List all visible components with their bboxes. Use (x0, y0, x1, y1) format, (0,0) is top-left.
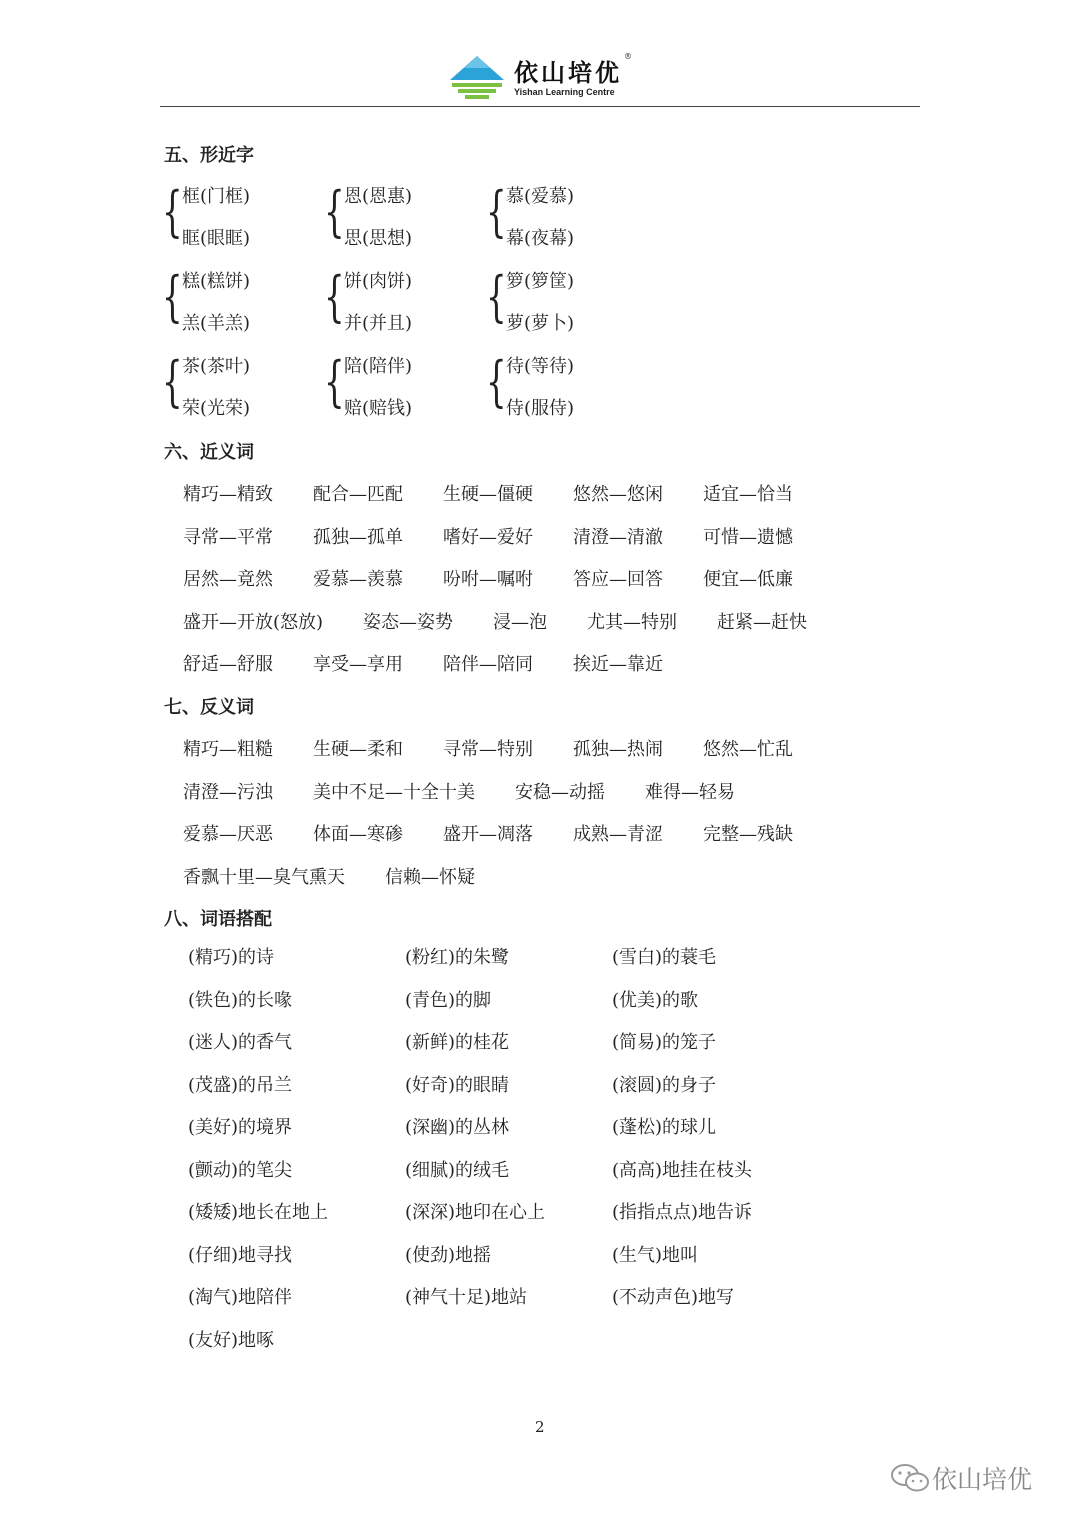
word-pair: 孤独—热闹 (573, 739, 663, 760)
word-pair: 盛开—凋落 (443, 824, 533, 845)
word-pair: 生硬—柔和 (313, 739, 403, 760)
logo-chinese-name: 依山培优 (514, 59, 622, 87)
word-pair: 陪伴—陪同 (443, 654, 533, 675)
word-pair: 难得—轻易 (645, 781, 735, 803)
word-pair: 寻常—特别 (443, 739, 533, 760)
word-pair: 成熟—青涩 (573, 824, 663, 845)
pair-word: 框(门框) (182, 186, 251, 207)
word-pair: 可惜—遗憾 (703, 526, 793, 548)
pair-word: 箩(箩筐) (506, 271, 575, 292)
section7-title: 七、反义词 (164, 697, 254, 718)
collocation-item: (新鲜)的桂花 (405, 1032, 510, 1053)
pair-word: 恩(恩惠) (344, 186, 413, 207)
collocation-item: (精巧)的诗 (188, 947, 275, 968)
word-pair: 姿态—姿势 (363, 611, 454, 633)
pair-word: 萝(萝卜) (506, 313, 575, 334)
similar-char-pair (162, 348, 312, 418)
word-pair: 安稳—动摇 (515, 781, 605, 803)
collocation-item: (好奇)的眼睛 (405, 1074, 510, 1096)
collocation-item: (淘气)地陪伴 (188, 1287, 293, 1308)
brace-icon: { (486, 265, 507, 328)
watermark-text: 依山培优 (932, 1465, 1033, 1494)
collocation-item: (细腻)的绒毛 (405, 1159, 510, 1181)
word-pair: 盛开—开放(怒放) (183, 611, 324, 633)
similar-char-pair (324, 263, 474, 333)
similar-char-pair (486, 178, 636, 248)
word-pair: 生硬—僵硬 (443, 484, 533, 505)
word-pair: 吩咐—嘱咐 (443, 569, 533, 590)
brace-icon: { (486, 180, 507, 243)
word-pair: 孤独—孤单 (313, 526, 403, 548)
brace-icon: { (162, 180, 183, 243)
watermark (890, 1460, 1032, 1496)
collocation-item: (滚圆)的身子 (612, 1074, 717, 1096)
pair-word: 眶(眼眶) (182, 228, 251, 249)
section6-title: 六、近义词 (164, 442, 254, 463)
collocation-item: (美好)的境界 (188, 1117, 293, 1138)
brace-icon: { (324, 180, 345, 243)
pair-word: 陪(陪伴) (344, 356, 413, 377)
word-pair: 享受—享用 (313, 654, 403, 675)
collocation-item: (深深)地印在心上 (405, 1202, 546, 1223)
word-pair: 体面—寒碜 (313, 824, 403, 845)
word-row (183, 863, 475, 889)
pair-word: 并(并且) (344, 313, 413, 334)
page-number: 2 (535, 1418, 545, 1436)
section8-title: 八、词语搭配 (164, 909, 272, 930)
similar-char-pair (324, 178, 474, 248)
word-pair: 悠然—悠闲 (573, 484, 663, 505)
word-row (183, 565, 793, 591)
word-pair: 信赖—怀疑 (385, 866, 475, 888)
word-pair: 嗜好—爱好 (443, 526, 533, 548)
collocation-item: (迷人)的香气 (188, 1032, 293, 1053)
brace-icon: { (162, 265, 183, 328)
word-pair: 尤其—特别 (587, 611, 678, 633)
word-pair: 寻常—平常 (183, 526, 273, 548)
word-pair: 清澄—污浊 (183, 781, 273, 803)
collocation-item: (高高)地挂在枝头 (612, 1159, 753, 1181)
similar-char-pair (486, 263, 636, 333)
collocation-item: (生气)地叫 (612, 1244, 699, 1266)
similar-char-pair (324, 348, 474, 418)
collocation-item: (使劲)地摇 (405, 1244, 492, 1266)
word-pair: 爱慕—羡慕 (313, 569, 403, 590)
collocation-item: (神气十足)地站 (405, 1287, 528, 1308)
word-pair: 赶紧—赶快 (717, 611, 808, 633)
word-row (183, 778, 735, 804)
pair-word: 茶(茶叶) (182, 356, 251, 377)
brace-icon: { (162, 350, 183, 413)
pair-word: 荣(光荣) (182, 398, 251, 419)
collocation-item: (颤动)的笔尖 (188, 1159, 293, 1181)
word-pair: 悠然—忙乱 (703, 739, 793, 760)
word-row (183, 523, 793, 549)
word-pair: 清澄—清澈 (573, 526, 663, 548)
word-pair: 答应—回答 (573, 569, 663, 590)
section5-title: 五、形近字 (164, 145, 254, 166)
word-pair: 居然—竟然 (183, 569, 273, 590)
collocation-item: (蓬松)的球儿 (612, 1117, 717, 1138)
collocation-item: (雪白)的蓑毛 (612, 947, 717, 968)
logo-mountain-icon (448, 52, 506, 104)
pair-word: 待(等待) (506, 356, 575, 377)
word-pair: 舒适—舒服 (183, 654, 273, 675)
collocation-item: (粉红)的朱鹭 (405, 947, 510, 968)
brace-icon: { (486, 350, 507, 413)
word-pair: 香飘十里—臭气熏天 (183, 866, 345, 888)
collocation-item: (指指点点)地告诉 (612, 1202, 753, 1223)
collocation-item: (简易)的笼子 (612, 1032, 717, 1053)
similar-char-pair (486, 348, 636, 418)
word-pair: 精巧—精致 (183, 484, 273, 505)
pair-word: 侍(服侍) (506, 398, 575, 419)
pair-word: 糕(糕饼) (182, 271, 251, 292)
word-row (183, 650, 663, 676)
collocation-item: (矮矮)地长在地上 (188, 1202, 329, 1223)
word-pair: 适宜—恰当 (703, 484, 793, 505)
pair-word: 赔(赔钱) (344, 398, 413, 419)
word-pair: 便宜—低廉 (703, 569, 793, 590)
page-header (160, 48, 920, 107)
pair-word: 饼(肉饼) (344, 271, 413, 292)
logo (448, 52, 632, 104)
word-collocation-grid (188, 947, 832, 1352)
collocation-item: (茂盛)的吊兰 (188, 1074, 293, 1096)
collocation-item: (不动声色)地写 (612, 1287, 735, 1308)
word-pair: 美中不足—十全十美 (313, 781, 475, 803)
registered-mark: ® (624, 52, 632, 61)
word-row (183, 820, 793, 846)
pair-word: 羔(羊羔) (182, 313, 251, 334)
wechat-icon (890, 1462, 932, 1494)
pair-word: 思(思想) (344, 228, 413, 249)
collocation-item: (深幽)的丛林 (405, 1117, 510, 1138)
word-pair: 配合—匹配 (313, 484, 403, 505)
word-pair: 完整—残缺 (703, 824, 793, 845)
collocation-item: (仔细)地寻找 (188, 1244, 293, 1266)
pair-word: 慕(爱慕) (506, 186, 575, 207)
word-pair: 精巧—粗糙 (183, 739, 273, 760)
similar-char-pair (162, 178, 312, 248)
collocation-item: (友好)地啄 (188, 1329, 275, 1351)
collocation-item: (铁色)的长喙 (188, 989, 293, 1011)
brace-icon: { (324, 350, 345, 413)
word-row (183, 735, 793, 761)
collocation-item: (青色)的脚 (405, 989, 492, 1011)
word-pair: 挨近—靠近 (573, 654, 663, 675)
collocation-item: (优美)的歌 (612, 989, 699, 1011)
word-row (183, 608, 807, 634)
brace-icon: { (324, 265, 345, 328)
pair-word: 幕(夜幕) (506, 228, 575, 249)
word-pair: 爱慕—厌恶 (183, 824, 273, 845)
logo-english-name: Yishan Learning Centre (514, 87, 615, 97)
similar-char-pair (162, 263, 312, 333)
word-pair: 浸—泡 (493, 611, 548, 633)
word-row (183, 480, 793, 506)
